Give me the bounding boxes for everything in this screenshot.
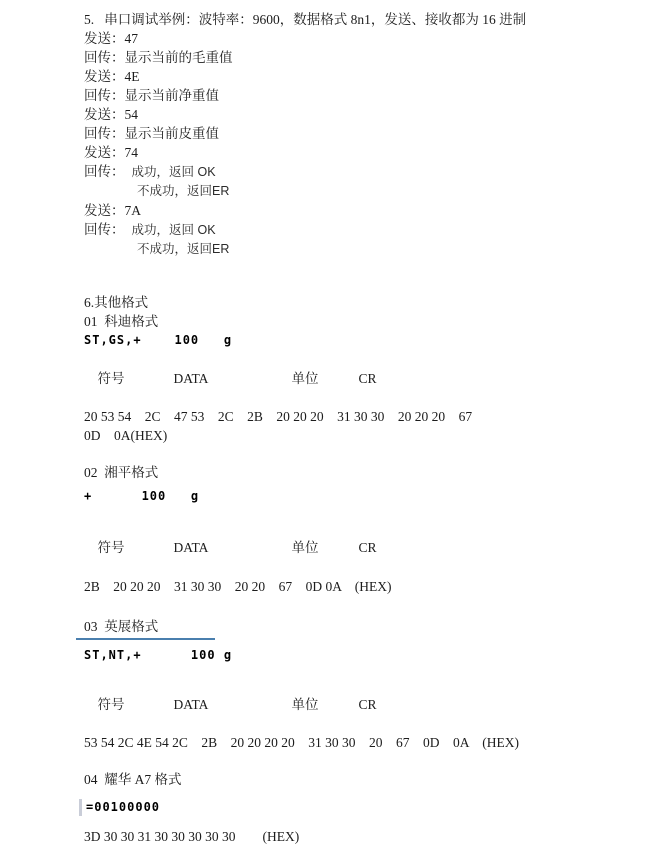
text-cursor-bar (79, 799, 82, 816)
send-line-4e: 发送：4E (84, 69, 140, 84)
format3-columns (84, 676, 632, 733)
send-line-74: 发送：74 (84, 145, 138, 160)
column-data: DATA (173, 371, 209, 386)
format1-columns (84, 350, 632, 407)
format4-title: 04 耀华 A7 格式 (84, 772, 182, 787)
column-unit: 单位 (291, 697, 319, 712)
format3-title (84, 617, 632, 640)
format4-hex-line1: 3D 30 30 31 30 30 30 30 30 (HEX) (84, 829, 300, 844)
format1-display: ST,GS,+ 100 g (84, 333, 233, 347)
reply-line-4e: 回传：显示当前净重值 (84, 88, 219, 103)
column-unit: 单位 (291, 540, 319, 555)
format1-title: 01 科迪格式 (84, 314, 159, 329)
column-cr: CR (358, 540, 377, 555)
reply-err-text-74: 不成功，返回ER (137, 184, 230, 198)
column-cr: CR (358, 371, 377, 386)
format2-hex-line1: 2B 20 20 20 31 30 30 20 20 67 0D 0A (HEX) (84, 579, 392, 594)
column-cr: CR (358, 697, 377, 712)
reply-ok-text: 成功，返回 OK (131, 223, 216, 237)
send-line-47: 发送：47 (84, 31, 138, 46)
format2-columns (84, 519, 632, 576)
send-line-7a: 发送：7A (84, 203, 141, 218)
format2-title: 02 湘平格式 (84, 465, 159, 480)
column-symbol: 符号 (97, 697, 125, 712)
reply-line-7a (84, 220, 632, 240)
reply-err-text-7a: 不成功，返回ER (137, 242, 230, 256)
format1-hex-line1: 20 53 54 2C 47 53 2C 2B 20 20 20 31 30 30 20 20 20 67 (84, 409, 473, 424)
format4-display-text: =00100000 (86, 800, 161, 814)
reply-line-47: 回传：显示当前的毛重值 (84, 50, 233, 65)
column-symbol: 符号 (97, 540, 125, 555)
column-unit: 单位 (291, 371, 319, 386)
column-symbol: 符号 (97, 371, 125, 386)
format3-display: ST,NT,+ 100 g (84, 648, 233, 662)
section5-heading: 5. 串口调试举例：波特率：9600，数据格式 8n1，发送、接收都为 16 进制 (84, 12, 527, 27)
column-data: DATA (173, 697, 209, 712)
reply-ok-text: 成功，返回 OK (131, 165, 216, 179)
send-line-54: 发送：54 (84, 107, 138, 122)
format1-hex-line2: 0D 0A(HEX) (84, 428, 168, 443)
format3-hex-line1: 53 54 2C 4E 54 2C 2B 20 20 20 20 31 30 30 20 67 0D 0A (HEX) (84, 735, 519, 750)
reply-label: 回传： (84, 222, 125, 237)
section6-heading: 6.其他格式 (84, 295, 149, 310)
format3-title-text: 03 英展格式 (76, 617, 215, 640)
reply-line-74 (84, 162, 632, 182)
column-data: DATA (173, 540, 209, 555)
format4-display (84, 798, 632, 817)
format2-display: + 100 g (84, 489, 200, 503)
reply-line-54: 回传：显示当前皮重值 (84, 126, 219, 141)
reply-label: 回传： (84, 164, 125, 179)
